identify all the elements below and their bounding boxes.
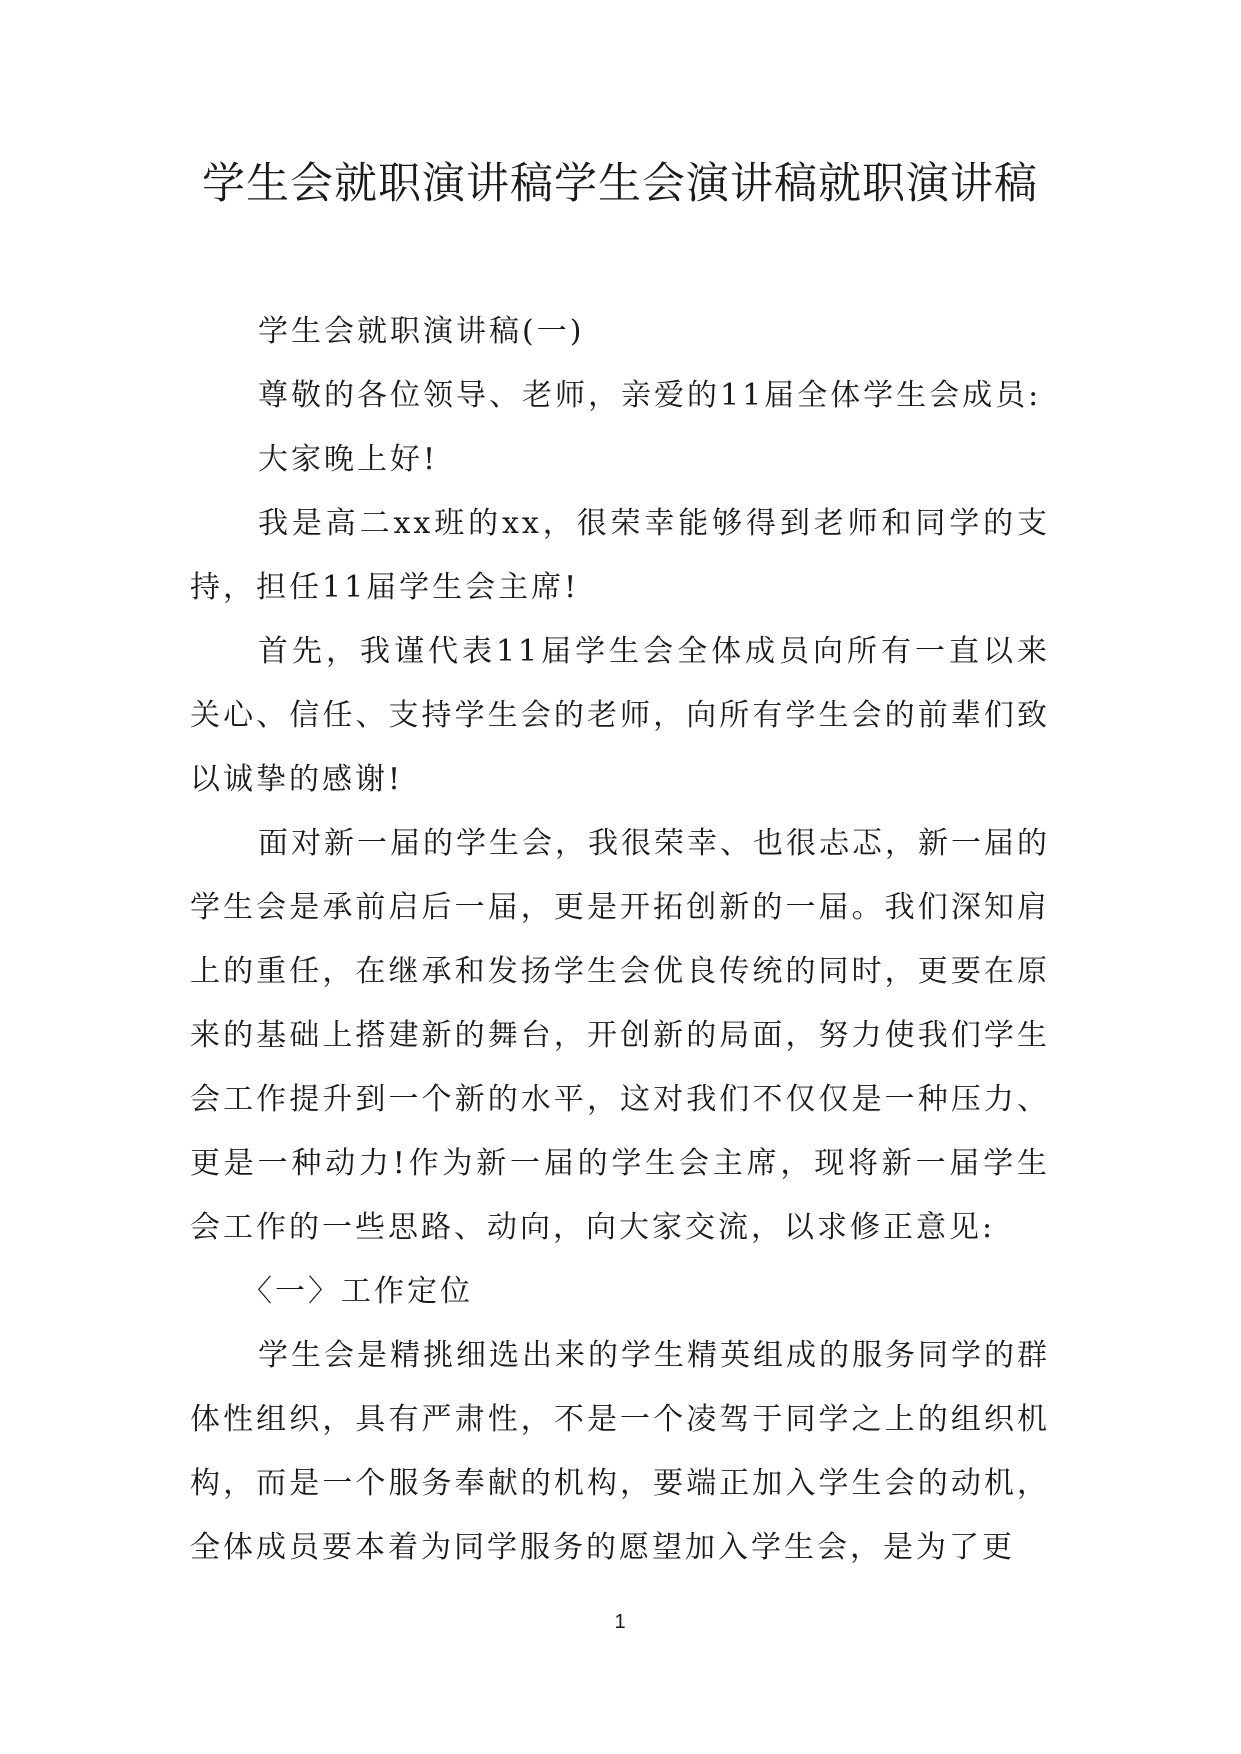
body-paragraph: 面对新一届的学生会，我很荣幸、也很忐忑，新一届的学生会是承前启后一届，更是开拓创新的一届。我们深知肩上的重任，在继承和发扬学生会优良传统的同时，更要在原来的基础上搭建新的舞台，开创新的局面，努力使我们学生会工作提升到一个新的水平，这对我们不仅仅是一种压力、更是一种动力!作为新一届的学生会主席，现将新一届学生会工作的一些思路、动向，向大家交流，以求修正意见: — [190, 826, 1050, 1245]
section-heading: 学生会就职演讲稿(一) — [258, 314, 585, 349]
body-paragraph: 我是高二xx班的xx，很荣幸能够得到老师和同学的支持，担任11届学生会主席! — [190, 506, 1050, 605]
document-title: 学生会就职演讲稿学生会演讲稿就职演讲稿 — [202, 159, 1038, 209]
body-paragraph: 首先，我谨代表11届学生会全体成员向所有一直以来关心、信任、支持学生会的老师，向所有学生会的前辈们致以诚挚的感谢! — [190, 634, 1050, 797]
subsection-heading: 〈一〉工作定位 — [242, 1274, 473, 1309]
body-paragraph: 学生会是精挑细选出来的学生精英组成的服务同学的群体性组织，具有严肃性，不是一个凌驾于同学之上的组织机构，而是一个服务奉献的机构，要端正加入学生会的动机，全体成员要本着为同学服务的愿望加入学生会，是为了更 — [190, 1338, 1050, 1565]
salutation: 尊敬的各位领导、老师，亲爱的11届全体学生会成员: — [258, 378, 1042, 413]
page-number: 1 — [614, 1611, 626, 1633]
greeting: 大家晚上好! — [258, 442, 439, 477]
document-body — [190, 300, 1050, 1580]
